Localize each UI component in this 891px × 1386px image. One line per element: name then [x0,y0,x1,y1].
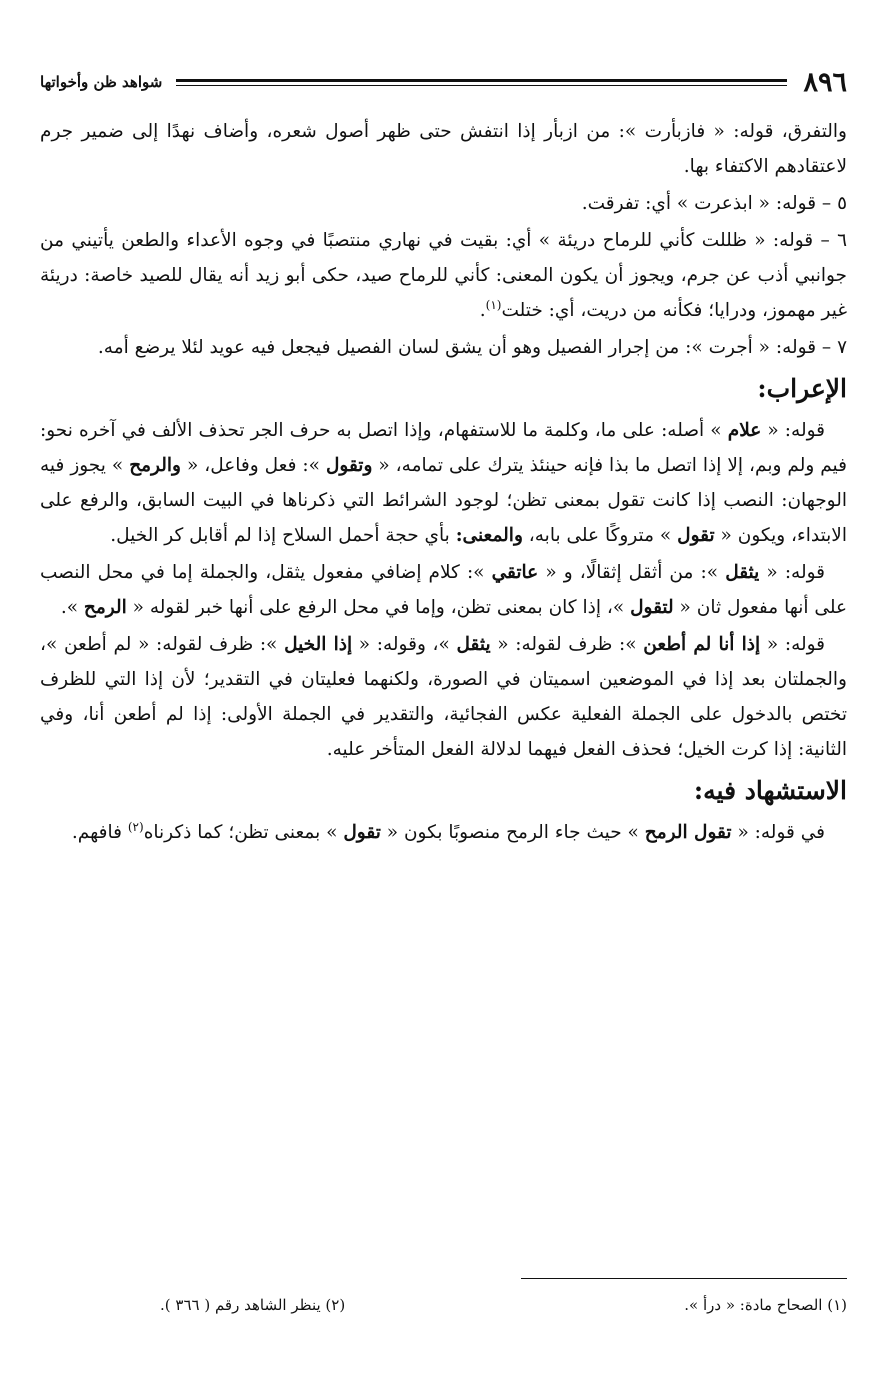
text-segment: ». [60,597,79,618]
page-number: ٨٩٦ [803,66,847,98]
bold-term: تقول [677,525,715,546]
bold-term: إذا أنا لم أطعن [643,634,761,655]
bold-term: يثقل [456,634,491,655]
text-segment: فافهم. [71,822,122,843]
section-heading-istishhad: الاستشهاد فيه: [693,776,847,805]
text-segment: » يجوز فيه الوجهان: النصب إذا كانت تقول بمعنى تظن؛ لوجود الشرائط التي ذكرناها في البيت السابق، والرفع على الابتداء، ويكون « [40,455,847,546]
paragraph-item-7 [40,330,847,365]
paragraph-item-5 [40,186,847,221]
bold-term: تقول [343,822,381,843]
bold-term: يثقل [725,562,760,583]
paragraph-irab-3 [40,627,847,767]
text-segment: »: فعل وفاعل، « [186,455,320,476]
text-segment: ٧ – قوله: « أجرت »: من إجرار الفصيل وهو أن يشق لسان الفصيل فيجعل فيه عويد لئلا يرضع أمه. [97,337,847,358]
bold-term: علام [727,420,762,441]
text-segment: بأي حجة أحمل السلاح إذا لم أقابل كر الخيل. [110,525,450,546]
text-segment: »: كلام إضافي مفعول يثقل، والجملة إما في محل النصب على أنها مفعول ثان « [40,562,847,618]
paragraph-irab-1 [40,413,847,553]
text-segment: قوله: « [767,420,825,441]
footnote-ref-2: (٢) [127,819,144,834]
page-header [40,62,847,102]
bold-term: والرمح [129,455,181,476]
footnote-1: (١) الصحاح مادة: « درأ ». [684,1296,847,1314]
bold-term: تقول الرمح [644,822,732,843]
bold-term: والمعنى: [455,525,523,546]
text-segment: » متروكًا على بابه، [528,525,672,546]
footnote-rule [521,1278,847,1279]
text-segment: »: ظرف لقوله: « لم أطعن »، والجملتان بعد إذا في الموضعين اسميتان في الصورة، ولكنهما فعليتان في التقدير؛ لأن إذا التي للظرف تختص بالدخول على الجملة الفعلية عكس الفجائية، والتقدير في الجملة الأولى: إذا لم أطعن أنا، وفي الثانية: إذا كرت الخيل؛ فحذف الفعل فيهما لدلالة الفعل المتأخر عليه. [40,634,847,760]
header-rule [176,79,787,86]
main-text [40,114,847,850]
text-segment: في قوله: « [737,822,825,843]
paragraph-item-6 [40,223,847,328]
text-segment: »: من أثقل إثقالًا، و « [545,562,719,583]
text-segment: ٥ – قوله: « ابذعرت » أي: تفرقت. [581,193,847,214]
text-segment: »، وقوله: « [358,634,450,655]
text-segment: »: ظرف لقوله: « [497,634,637,655]
bold-term: عاتقي [491,562,539,583]
paragraph-istishhad [40,815,847,850]
footnote-ref-1: (١) [485,297,502,312]
bold-term: الرمح [83,597,127,618]
bold-term: إذا الخيل [284,634,353,655]
text-segment: قوله: « [766,634,826,655]
text-segment: قوله: « [766,562,826,583]
paragraph-irab-2 [40,555,847,625]
text-segment: والتفرق، قوله: « فازبأرت »: من ازبأر إذا انتفش حتى ظهر أصول شعره، وأضاف نهدًا إلى ضمير جرم لاعتقادهم الاكتفاء بها. [40,121,847,177]
text-segment: »، إذا كان بمعنى تظن، وإما في محل الرفع على أنها خبر لقوله « [132,597,625,618]
section-heading-irab: الإعراب: [757,374,847,403]
text-segment: » أصله: على ما، وكلمة ما للاستفهام، وإذا اتصل به حرف الجر تحذف الألف في آخره نحو: فيم ولم وبم، إلا إذا اتصل ما بذا فإنه حينئذ يترك على تمامه، « [40,420,847,476]
running-title: شواهد ظن وأخواتها [40,73,163,91]
bold-term: لتقول [630,597,674,618]
text-segment: » بمعنى تظن؛ كما ذكرناه [143,822,338,843]
text-segment: . [479,300,486,321]
text-segment: ٦ – قوله: « ظللت كأني للرماح دريئة » أي: بقيت في نهاري منتصبًا في وجوه الأعداء والطعن يأتيني من جوانبي أذب عن جرم، ويجوز أن يكون المعنى: كأني للرماح صيد، حكى أبو زيد أنه يقال للصيد خاصة: دريئة غير مهموز، ودرايا؛ فكأنه من دريت، أي: ختلت [40,230,847,321]
footnote-2: (٢) ينظر الشاهد رقم ( ٣٦٦ ). [160,1296,346,1314]
text-segment: » حيث جاء الرمح منصوبًا بكون « [386,822,639,843]
bold-term: وتقول [325,455,373,476]
footnotes [160,1296,847,1314]
paragraph-intro [40,114,847,184]
